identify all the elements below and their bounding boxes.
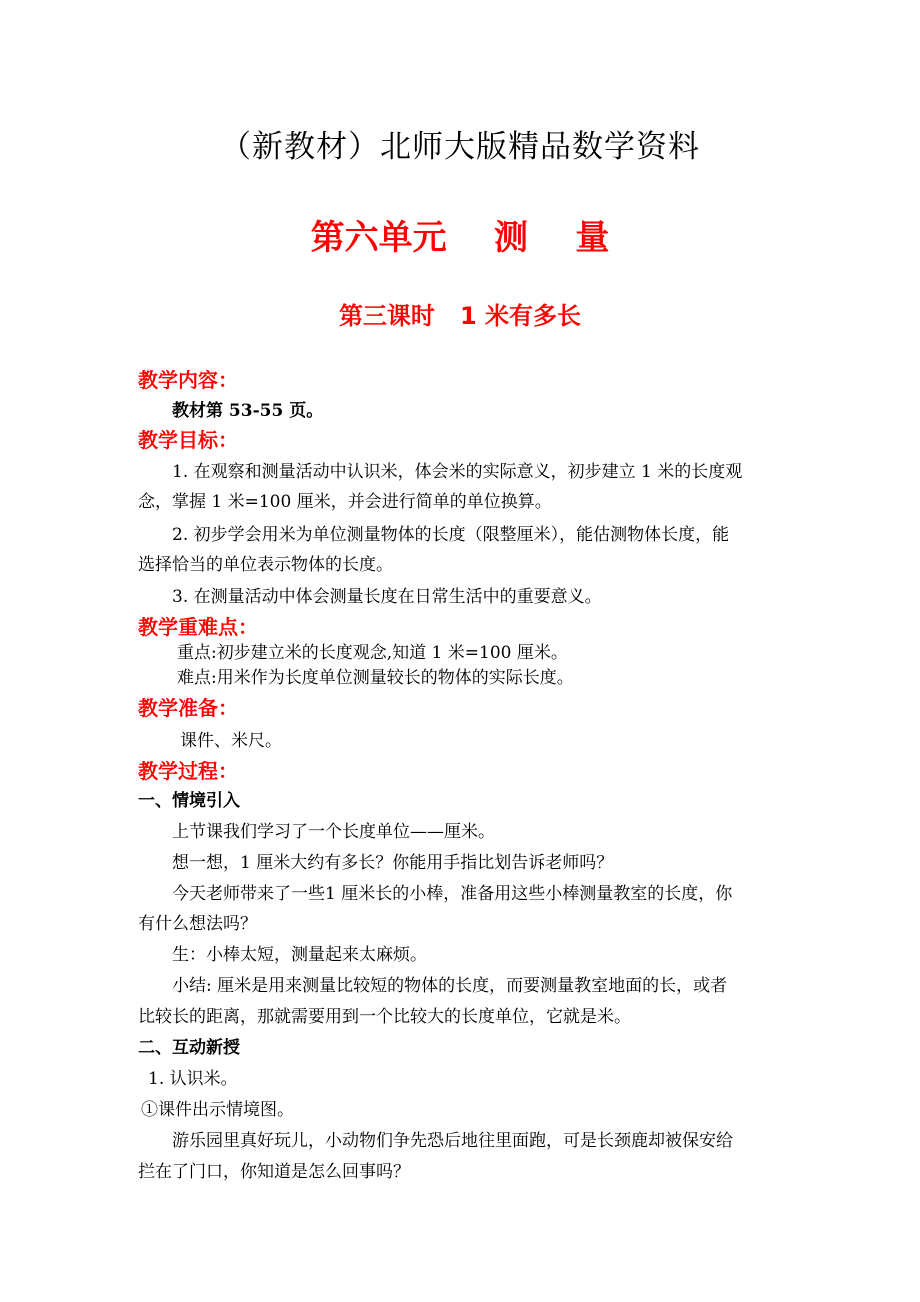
preparation-text: 课件、米尺。 — [180, 731, 282, 751]
section-heading-content: 教学内容： — [138, 368, 238, 392]
lesson-title: 第三课时 1 米有多长 — [338, 302, 582, 330]
list-item: ①课件出示情境图。 — [141, 1100, 294, 1120]
difficult-point-text: 难点:用米作为长度单位测量较长的物体的实际长度。 — [177, 668, 574, 688]
goal-2-line-1: 2. 初步学会用米为单位测量物体的长度（限整厘米），能估测物体长度，能 — [172, 525, 730, 545]
goal-3: 3. 在测量活动中体会测量长度在日常生活中的重要意义。 — [172, 587, 602, 607]
key-point-text: 重点:初步建立米的长度观念,知道 1 米=100 厘米。 — [177, 643, 568, 663]
process-part-1-title: 一、情境引入 — [138, 791, 240, 811]
paragraph: 游乐园里真好玩儿，小动物们争先恐后地往里面跑，可是长颈鹿却被保安给 — [172, 1131, 733, 1151]
process-part-2-title: 二、互动新授 — [138, 1038, 240, 1058]
unit-title: 第六单元 测 量 — [310, 218, 610, 258]
paragraph: 小结: 厘米是用来测量比较短的物体的长度，而要测量教室地面的长，或者 — [172, 976, 728, 996]
document-title: （新教材）北师大版精品数学资料 — [220, 129, 700, 165]
paragraph: 上节课我们学习了一个长度单位——厘米。 — [172, 822, 495, 842]
list-item: 1. 认识米。 — [148, 1069, 238, 1089]
goal-1-line-2: 念，掌握 1 米=100 厘米，并会进行简单的单位换算。 — [138, 492, 552, 512]
section-heading-goals: 教学目标： — [138, 428, 238, 452]
section-heading-preparation: 教学准备： — [138, 696, 238, 720]
paragraph: 想一想，1 厘米大约有多长？你能用手指比划告诉老师吗？ — [172, 853, 614, 873]
paragraph: 比较长的距离，那就需要用到一个比较大的长度单位，它就是米。 — [138, 1007, 631, 1027]
paragraph: 今天老师带来了一些1 厘米长的小棒，准备用这些小棒测量教室的长度，你 — [172, 884, 733, 904]
content-text: 教材第 53-55 页。 — [172, 401, 324, 421]
paragraph: 生：小棒太短，测量起来太麻烦。 — [172, 945, 427, 965]
paragraph: 有什么想法吗？ — [138, 914, 257, 934]
section-heading-key-points: 教学重难点： — [138, 615, 258, 639]
goal-1-line-1: 1. 在观察和测量活动中认识米，体会米的实际意义，初步建立 1 米的长度观 — [172, 462, 743, 482]
goal-2-line-2: 选择恰当的单位表示物体的长度。 — [138, 555, 393, 575]
paragraph: 拦在了门口，你知道是怎么回事吗？ — [138, 1162, 410, 1182]
section-heading-process: 教学过程： — [138, 759, 238, 783]
